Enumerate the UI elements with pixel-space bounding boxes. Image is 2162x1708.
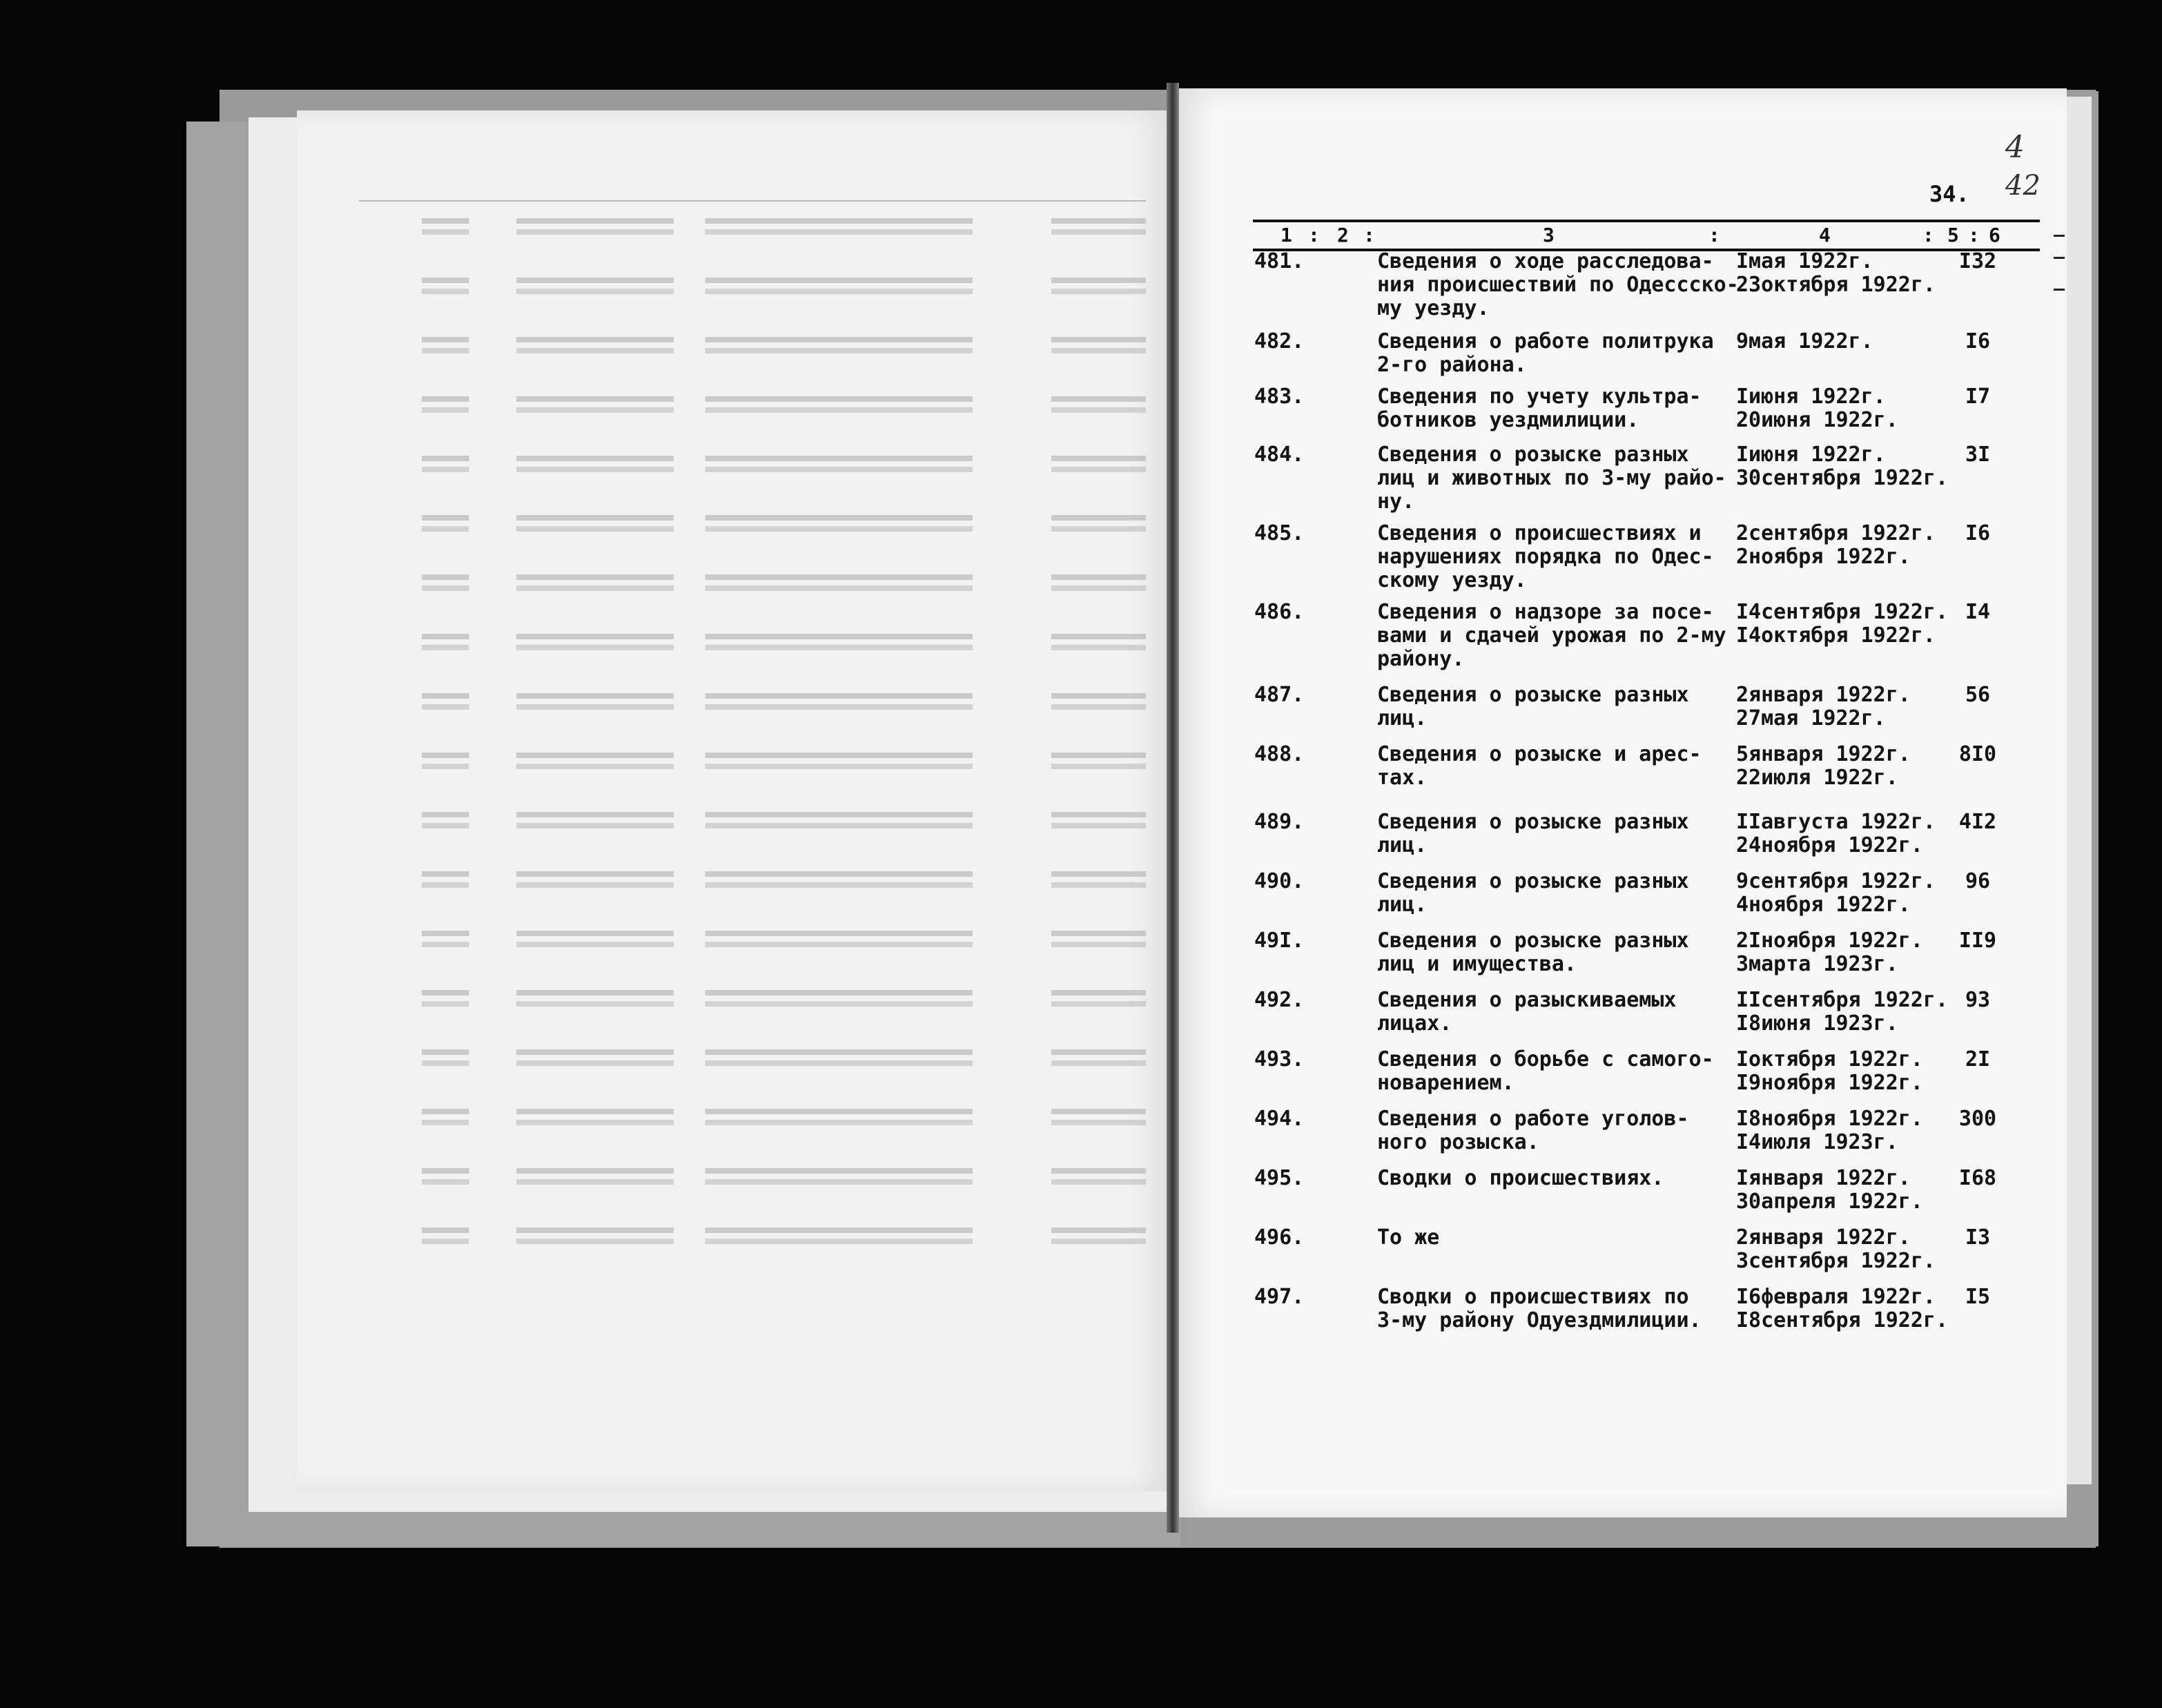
record-date: 30сентября 1922г.	[1736, 466, 1949, 490]
record-title	[1377, 330, 1722, 377]
record-number: 493.	[1254, 1047, 1305, 1071]
record-pages: I3	[1965, 1225, 1991, 1250]
record-title-line: Сведения о работе политрука	[1377, 329, 1714, 353]
record-title	[1377, 811, 1722, 857]
record-date: I8сентября 1922г.	[1736, 1308, 1949, 1332]
record-pages: 8I0	[1958, 742, 1997, 766]
record-date: IIсентября 1922г.	[1736, 988, 1949, 1012]
record-title-line: ного розыска.	[1377, 1130, 1539, 1154]
record-pages: I6	[1965, 521, 1991, 545]
record-date: 2сентября 1922г.	[1736, 521, 1936, 545]
record-dates	[1736, 1285, 1957, 1332]
record-title-line: лиц и имущества.	[1377, 952, 1577, 976]
record-title	[1377, 1226, 1722, 1250]
record-number: 488.	[1254, 742, 1305, 766]
record-date: 2января 1922г.	[1736, 683, 1911, 707]
record-title-line: Сводки о происшествиях.	[1377, 1166, 1664, 1190]
record-number: 489.	[1254, 810, 1305, 834]
record-dates	[1736, 1226, 1957, 1273]
record-date: Iиюня 1922г.	[1736, 385, 1886, 409]
record-dates	[1736, 683, 1957, 730]
record-title-line: лиц.	[1377, 893, 1428, 917]
record-title-line: нарушениях порядка по Одес-	[1377, 545, 1714, 569]
record-dates	[1736, 989, 1957, 1036]
record-title	[1377, 385, 1722, 432]
record-title-line: лицах.	[1377, 1011, 1452, 1036]
record-title	[1377, 249, 1739, 320]
record-number: 497.	[1254, 1285, 1305, 1309]
record-number: 485.	[1254, 521, 1305, 545]
record-date: I4сентября 1922г.	[1736, 600, 1949, 624]
record-title-line: ну.	[1377, 489, 1415, 514]
record-date: 3марта 1923г.	[1736, 952, 1898, 976]
record-title-line: 2-го района.	[1377, 353, 1527, 377]
handwritten-mark: 4	[2005, 130, 2025, 165]
record-title-line: Сведения о надзоре за посе-	[1377, 600, 1714, 624]
record-pages: I6	[1965, 329, 1991, 353]
record-date: I4июля 1923г.	[1736, 1130, 1898, 1154]
record-dates	[1736, 385, 1957, 432]
record-title-line: Сведения о розыске разных	[1377, 443, 1689, 467]
margin-tick	[2054, 235, 2065, 237]
record-number: 495.	[1254, 1166, 1305, 1190]
record-number: 482.	[1254, 329, 1305, 353]
record-date: 23октября 1922г.	[1736, 273, 1936, 297]
record-title-line: Сведения о розыске разных	[1377, 683, 1689, 707]
record-date: I9ноября 1922г.	[1736, 1071, 1923, 1095]
record-date: 4ноября 1922г.	[1736, 893, 1911, 917]
record-dates	[1736, 811, 1957, 857]
record-number: 494.	[1254, 1107, 1305, 1131]
margin-tick	[2054, 289, 2065, 291]
record-title-line: 3-му району Одуездмилиции.	[1377, 1308, 1702, 1332]
record-pages: 3I	[1965, 443, 1991, 467]
record-pages: 4I2	[1958, 810, 1997, 834]
record-title	[1377, 1167, 1722, 1190]
record-title-line: ботников уездмилиции.	[1377, 408, 1639, 432]
header-col-4: 4	[1819, 224, 1831, 246]
record-number: 483.	[1254, 385, 1305, 409]
record-pages: 300	[1958, 1107, 1997, 1131]
record-title	[1377, 522, 1722, 592]
record-pages: I5	[1965, 1285, 1991, 1309]
record-dates	[1736, 743, 1957, 790]
record-dates	[1736, 250, 1957, 297]
record-date: Iоктября 1922г.	[1736, 1047, 1923, 1071]
record-number: 496.	[1254, 1225, 1305, 1250]
record-title	[1377, 1048, 1722, 1095]
record-title-line: му уезду.	[1377, 296, 1490, 320]
record-pages: I32	[1958, 249, 1997, 273]
book-gutter	[1167, 83, 1179, 1533]
record-title	[1377, 683, 1722, 730]
record-pages: I4	[1965, 600, 1991, 624]
record-date: I6февраля 1922г.	[1736, 1285, 1936, 1309]
record-date: 27мая 1922г.	[1736, 706, 1886, 730]
record-date: I8июня 1923г.	[1736, 1011, 1898, 1036]
table-header: 1 : 2 : 3 : 4 : 5 : 6	[1253, 220, 2040, 251]
record-dates	[1736, 443, 1957, 490]
record-date: 2Iноября 1922г.	[1736, 929, 1923, 953]
record-title-line: тах.	[1377, 766, 1428, 790]
record-dates	[1736, 1107, 1957, 1154]
record-number: 486.	[1254, 600, 1305, 624]
record-title-line: Сведения о розыске и арес-	[1377, 742, 1702, 766]
record-date: 2ноября 1922г.	[1736, 545, 1911, 569]
record-pages: 2I	[1965, 1047, 1991, 1071]
record-number: 492.	[1254, 988, 1305, 1012]
record-title	[1377, 443, 1726, 514]
record-title	[1377, 1285, 1722, 1332]
margin-tick	[2054, 257, 2065, 259]
record-dates	[1736, 601, 1957, 648]
header-col-5: 5	[1947, 224, 1959, 246]
record-dates	[1736, 330, 1957, 353]
record-pages: I68	[1958, 1166, 1997, 1190]
record-dates	[1736, 870, 1957, 917]
record-title-line: Сведения о работе уголов-	[1377, 1107, 1689, 1131]
record-dates	[1736, 929, 1957, 976]
record-number: 481.	[1254, 249, 1305, 273]
record-title	[1377, 600, 1726, 671]
record-title-line: Сведения о разыскиваемых	[1377, 988, 1677, 1012]
record-date: IIавгуста 1922г.	[1736, 810, 1936, 834]
record-pages: I7	[1965, 385, 1991, 409]
record-date: Iянваря 1922г.	[1736, 1166, 1911, 1190]
record-date: 20июня 1922г.	[1736, 408, 1898, 432]
record-date: Iмая 1922г.	[1736, 249, 1873, 273]
record-title-line: Сводки о происшествиях по	[1377, 1285, 1689, 1309]
record-dates	[1736, 522, 1957, 569]
handwritten-mark: 42	[2005, 170, 2041, 202]
record-title	[1377, 989, 1722, 1036]
record-title	[1377, 870, 1722, 917]
record-date: 3сентября 1922г.	[1736, 1249, 1936, 1273]
record-dates	[1736, 1048, 1957, 1095]
record-date: I4октября 1922г.	[1736, 623, 1936, 648]
record-title-line: новарением.	[1377, 1071, 1515, 1095]
record-number: 484.	[1254, 443, 1305, 467]
record-title-line: Сведения о розыске разных	[1377, 810, 1689, 834]
record-pages: 96	[1965, 869, 1991, 893]
record-title-line: лиц.	[1377, 833, 1428, 857]
record-date: 2января 1922г.	[1736, 1225, 1911, 1250]
record-date: 22июля 1922г.	[1736, 766, 1898, 790]
record-title-line: Сведения по учету культра-	[1377, 385, 1702, 409]
header-col-2: 2	[1337, 224, 1349, 246]
record-date: Iиюня 1922г.	[1736, 443, 1886, 467]
record-title-line: Сведения о борьбе с самого-	[1377, 1047, 1714, 1071]
record-number: 490.	[1254, 869, 1305, 893]
record-date: 5января 1922г.	[1736, 742, 1911, 766]
record-title-line: вами и сдачей урожая по 2-му	[1377, 623, 1726, 648]
record-date: 30апреля 1922г.	[1736, 1190, 1923, 1214]
record-title-line: району.	[1377, 647, 1465, 671]
record-number: 49I.	[1254, 929, 1305, 953]
record-title-line: Сведения о розыске разных	[1377, 929, 1689, 953]
record-pages: 93	[1965, 988, 1991, 1012]
record-date: 9мая 1922г.	[1736, 329, 1873, 353]
record-number: 487.	[1254, 683, 1305, 707]
record-date: 24ноября 1922г.	[1736, 833, 1923, 857]
record-title-line: лиц и животных по 3-му райо-	[1377, 466, 1726, 490]
record-title	[1377, 743, 1722, 790]
record-title-line: Сведения о ходе расследова-	[1377, 249, 1714, 273]
record-pages: 56	[1965, 683, 1991, 707]
header-col-6: 6	[1989, 224, 2000, 246]
record-title-line: скому уезду.	[1377, 568, 1527, 592]
record-title-line: лиц.	[1377, 706, 1428, 730]
record-title	[1377, 1107, 1722, 1154]
page-number: 34.	[1929, 181, 1969, 207]
header-col-1: 1	[1280, 224, 1292, 246]
bleed-through-text	[359, 200, 1146, 1285]
header-col-3: 3	[1543, 224, 1555, 246]
record-title-line: То же	[1377, 1225, 1440, 1250]
record-title-line: Сведения о происшествиях и	[1377, 521, 1702, 545]
record-dates	[1736, 1167, 1957, 1214]
record-title-line: Сведения о розыске разных	[1377, 869, 1689, 893]
record-pages: II9	[1958, 929, 1997, 953]
record-title	[1377, 929, 1722, 976]
record-date: 9сентября 1922г.	[1736, 869, 1936, 893]
record-title-line: ния происшествий по Одессско-	[1377, 273, 1739, 297]
record-date: I8ноября 1922г.	[1736, 1107, 1923, 1131]
